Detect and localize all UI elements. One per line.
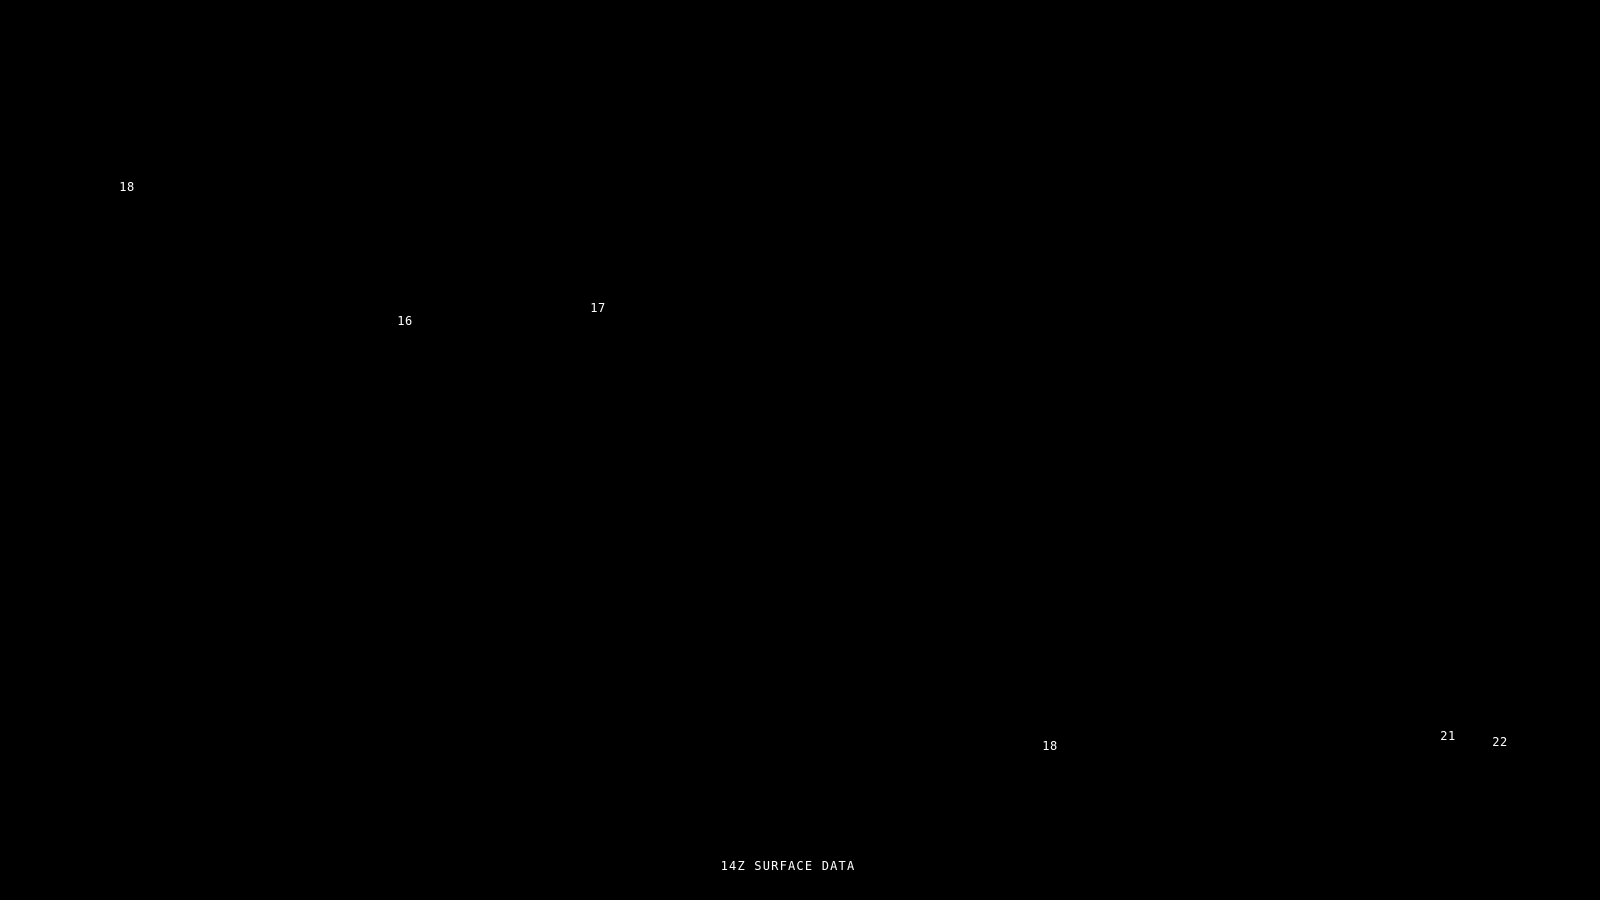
station-observation: 16 [397,314,413,328]
station-observation: 21 [1440,729,1456,743]
station-observation: 18 [119,180,135,194]
chart-caption: 14Z SURFACE DATA [720,859,856,873]
station-observation: 22 [1492,735,1508,749]
station-observation: 17 [590,301,606,315]
station-observation: 18 [1042,739,1058,753]
